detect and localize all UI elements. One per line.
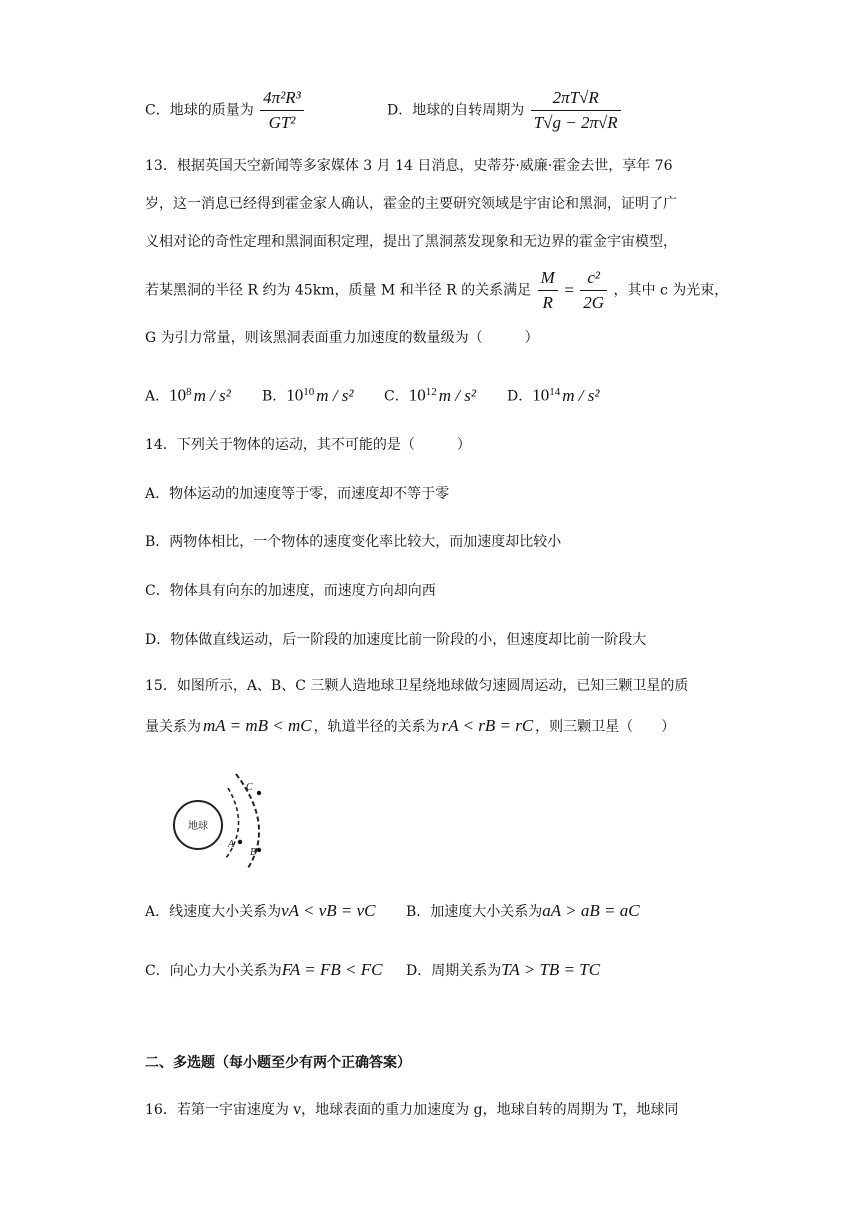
q13-rhs-den: 2G bbox=[583, 293, 605, 312]
q13-option-a-base: 10 bbox=[169, 385, 187, 405]
q15-line2-pre: 量关系为 bbox=[145, 719, 201, 735]
q13-line-4 bbox=[145, 268, 728, 313]
q12-option-d-formula bbox=[531, 88, 621, 133]
q15-option-c bbox=[145, 960, 382, 981]
q15-line-1: 15．如图所示，A、B、C 三颗人造地球卫星绕地球做匀速圆周运动，已知三颗卫星的质 bbox=[145, 678, 689, 694]
q13-rhs-fraction bbox=[580, 268, 607, 313]
q16-line-1: 16．若第一宇宙速度为 v，地球表面的重力加速度为 g，地球自转的周期为 T，地球同 bbox=[145, 1102, 679, 1118]
q12-c-denominator: GT² bbox=[268, 113, 296, 132]
q12-option-c-text: C．地球的质量为 bbox=[145, 102, 254, 119]
q15-option-b bbox=[406, 901, 640, 922]
q13-option-d-label: D． bbox=[507, 388, 533, 405]
q15-option-c-math: FA = FB < FC bbox=[281, 960, 383, 979]
q14-option-c: C．物体具有向东的加速度，而速度方向却向西 bbox=[145, 583, 436, 599]
q15-option-b-math: aA > aB = aC bbox=[542, 901, 640, 920]
q15-mass-relation: mA = mB < mC bbox=[203, 716, 312, 735]
q15-line2-post: ，则三颗卫星（ ） bbox=[535, 719, 676, 735]
q15-option-c-text: C．向心力大小关系为 bbox=[145, 963, 282, 979]
satellite-c-dot bbox=[257, 791, 261, 795]
satellite-b-dot bbox=[257, 848, 261, 852]
q15-line-2 bbox=[145, 716, 675, 737]
satellite-a-label: A bbox=[228, 839, 235, 850]
q13-option-b-unit: m / s² bbox=[316, 385, 354, 405]
q13-option-d-base: 10 bbox=[532, 385, 550, 405]
q13-option-c-unit: m / s² bbox=[438, 385, 476, 405]
q12-option-d-text: D．地球的自转周期为 bbox=[387, 102, 525, 119]
satellite-a-dot bbox=[238, 840, 242, 844]
q12-option-d bbox=[387, 88, 623, 133]
q13-option-d bbox=[507, 382, 599, 407]
q13-option-c-base: 10 bbox=[408, 385, 426, 405]
q13-rhs-num: c² bbox=[580, 268, 607, 291]
q12-d-denominator: T√g − 2π√R bbox=[533, 113, 618, 132]
q13-option-c bbox=[384, 382, 476, 407]
q13-option-b-label: B． bbox=[262, 388, 287, 405]
q13-option-d-unit: m / s² bbox=[562, 385, 600, 405]
q13-line-2: 岁，这一消息已经得到霍金家人确认，霍金的主要研究领域是宇宙论和黑洞，证明了广 bbox=[145, 196, 677, 212]
q13-option-b bbox=[262, 382, 354, 407]
q13-option-a-exp: 8 bbox=[186, 386, 192, 398]
q13-option-b-exp: 10 bbox=[303, 386, 315, 398]
q13-lhs-num: M bbox=[538, 268, 558, 291]
q12-d-numerator: 2πT√R bbox=[531, 88, 621, 111]
q13-option-a-label: A． bbox=[145, 388, 170, 405]
satellite-c-label: C bbox=[246, 782, 253, 793]
q12-option-c bbox=[145, 88, 306, 133]
q15-option-d-text: D．周期关系为 bbox=[406, 963, 502, 979]
q13-option-d-exp: 14 bbox=[549, 386, 561, 398]
q13-lhs-fraction bbox=[538, 268, 558, 313]
q12-c-numerator: 4π²R³ bbox=[260, 88, 304, 111]
q15-option-d-math: TA > TB = TC bbox=[501, 960, 601, 979]
q15-option-a-math: vA < vB = vC bbox=[281, 901, 376, 920]
earth-label: 地球 bbox=[188, 821, 208, 832]
q14-option-d: D．物体做直线运动，后一阶段的加速度比前一阶段的小，但速度却比前一阶段大 bbox=[145, 632, 647, 648]
q14-option-b: B．两物体相比，一个物体的速度变化率比较大，而加速度却比较小 bbox=[145, 534, 562, 550]
q13-option-b-base: 10 bbox=[286, 385, 304, 405]
q12-option-c-formula bbox=[260, 88, 304, 133]
q15-line2-mid: ，轨道半径的关系为 bbox=[313, 719, 440, 735]
q15-orbit-figure bbox=[170, 770, 280, 870]
q13-option-a-unit: m / s² bbox=[193, 385, 231, 405]
q15-option-b-text: B．加速度大小关系为 bbox=[406, 904, 543, 920]
q14-option-a: A．物体运动的加速度等于零，而速度却不等于零 bbox=[145, 486, 450, 502]
q13-option-a bbox=[145, 382, 231, 407]
section-2-title: 二、多选题（每小题至少有两个正确答案） bbox=[145, 1055, 411, 1071]
q13-line-1: 13．根据英国天空新闻等多家媒体 3 月 14 日消息，史蒂芬·威廉·霍金去世，享年 76 bbox=[145, 158, 673, 174]
q15-option-d bbox=[406, 960, 600, 981]
q13-line4-post: ，其中 c 为光束， bbox=[613, 282, 729, 299]
satellite-b-label: B bbox=[250, 847, 257, 858]
q15-option-a bbox=[145, 901, 376, 922]
q13-line4-text: 若某黑洞的半径 R 约为 45km，质量 M 和半径 R 的关系满足 bbox=[145, 282, 532, 299]
q13-option-c-exp: 12 bbox=[425, 386, 437, 398]
q15-option-a-text: A．线速度大小关系为 bbox=[145, 904, 282, 920]
q15-radius-relation: rA < rB = rC bbox=[441, 716, 534, 735]
q13-line-3: 义相对论的奇性定理和黑洞面积定理，提出了黑洞蒸发现象和无边界的霍金宇宙模型， bbox=[145, 234, 677, 250]
q13-lhs-den: R bbox=[542, 293, 553, 312]
q13-option-c-label: C． bbox=[384, 388, 409, 405]
q13-line-5: G 为引力常量，则该黑洞表面重力加速度的数量级为（ ） bbox=[145, 330, 539, 346]
q14-stem: 14．下列关于物体的运动，其不可能的是（ ） bbox=[145, 437, 471, 453]
q13-equals: = bbox=[564, 280, 574, 300]
